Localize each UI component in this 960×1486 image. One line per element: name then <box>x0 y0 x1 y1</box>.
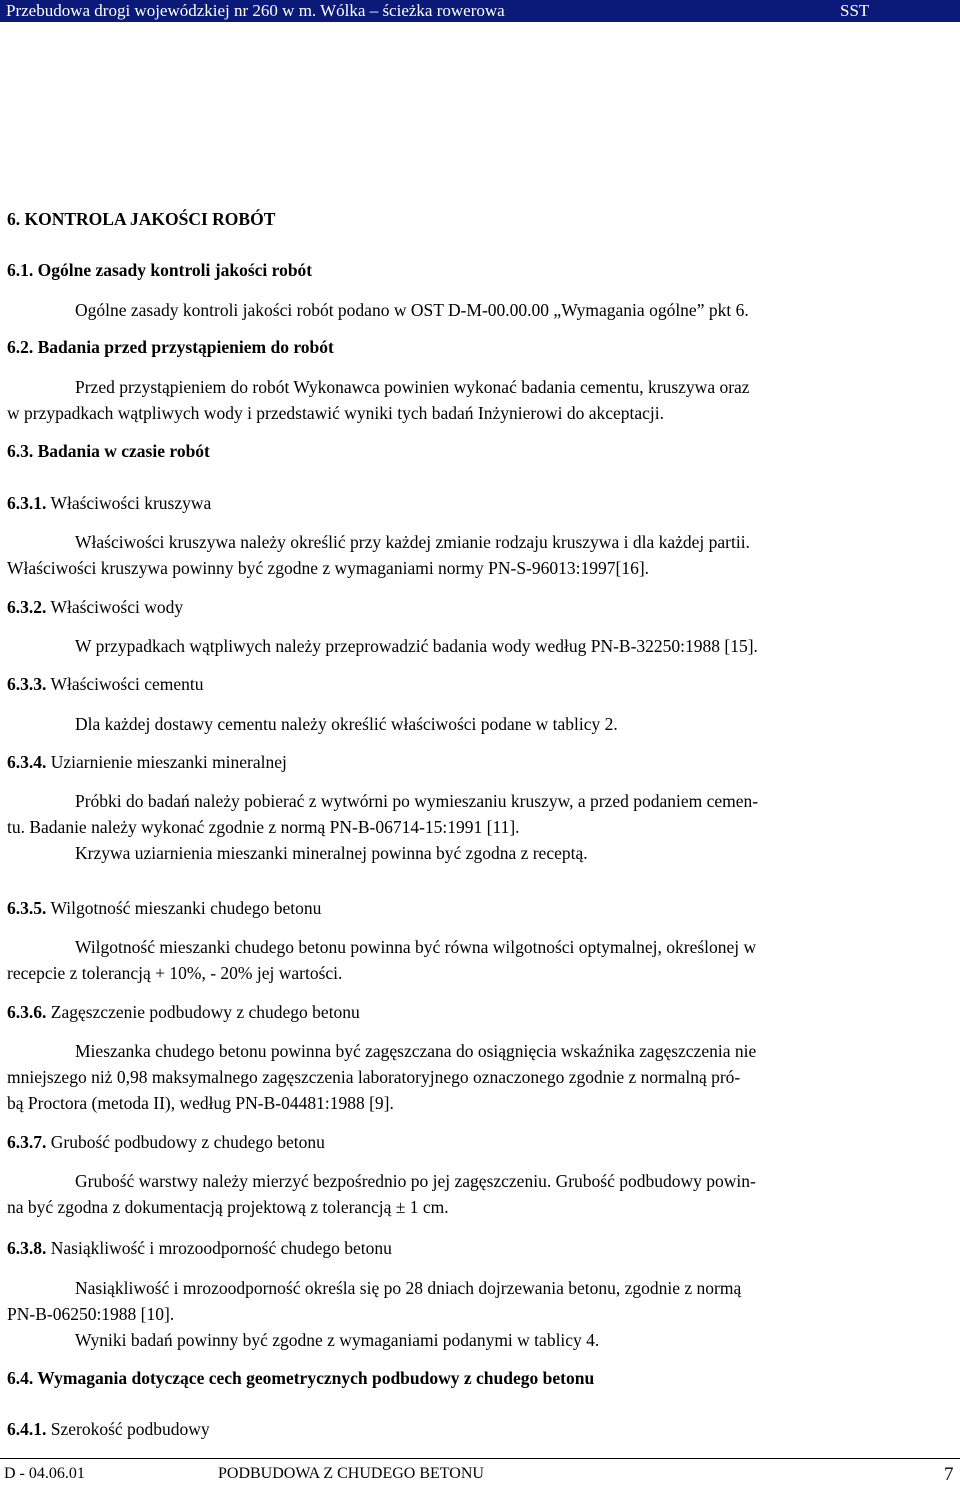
footer-title: PODBUDOWA Z CHUDEGO BETONU <box>218 1465 484 1482</box>
item-heading-6-3-6 <box>7 1001 360 1023</box>
paragraph-line: Dla każdej dostawy cementu należy określić właściwości podane w tablicy 2. <box>75 714 618 734</box>
item-heading-6-3-1 <box>7 492 211 514</box>
footer-divider <box>0 1458 960 1459</box>
paragraph-line: Przed przystąpieniem do robót Wykonawca powinien wykonać badania cementu, kruszywa oraz <box>75 377 750 397</box>
paragraph-line: Wilgotność mieszanki chudego betonu powinna być równa wilgotności optymalnej, określonej w <box>75 937 757 957</box>
footer-code: D - 04.06.01 <box>4 1465 85 1482</box>
item-title: Właściwości wody <box>50 597 184 617</box>
item-number: 6.3.6. <box>7 1002 47 1022</box>
paragraph-line: w przypadkach wątpliwych wody i przedstawić wyniki tych badań Inżynierowi do akceptacji. <box>7 403 665 423</box>
section-heading-6: 6. KONTROLA JAKOŚCI ROBÓT <box>7 209 276 229</box>
item-heading-6-3-5 <box>7 897 321 919</box>
item-title: Nasiąkliwość i mrozoodporność chudego betonu <box>50 1238 392 1258</box>
item-heading-6-3-2 <box>7 596 183 618</box>
item-heading-6-3-4 <box>7 751 287 773</box>
subsection-heading-6-1: 6.1. Ogólne zasady kontroli jakości robót <box>7 260 313 280</box>
paragraph-line: mniejszego niż 0,98 maksymalnego zagęszczenia laboratoryjnego oznaczonego zgodnie z normalną pró- <box>7 1067 741 1087</box>
paragraph-line: bą Proctora (metoda II), według PN-B-04481:1988 [9]. <box>7 1093 394 1113</box>
item-heading-6-4-1 <box>7 1418 210 1440</box>
item-number: 6.4.1. <box>7 1419 47 1439</box>
item-title: Szerokość podbudowy <box>50 1419 210 1439</box>
item-number: 6.3.7. <box>7 1132 47 1152</box>
paragraph-line: Nasiąkliwość i mrozoodporność określa się po 28 dniach dojrzewania betonu, zgodnie z normą <box>75 1278 742 1298</box>
item-title: Właściwości cementu <box>50 674 204 694</box>
page-header <box>0 0 960 22</box>
subsection-heading-6-4: 6.4. Wymagania dotyczące cech geometrycznych podbudowy z chudego betonu <box>7 1368 595 1388</box>
subsection-heading-6-3: 6.3. Badania w czasie robót <box>7 441 210 461</box>
paragraph-line: Mieszanka chudego betonu powinna być zagęszczana do osiągnięcia wskaźnika zagęszczenia nie <box>75 1041 757 1061</box>
paragraph-line: Wyniki badań powinny być zgodne z wymaganiami podanymi w tablicy 4. <box>75 1330 600 1350</box>
item-number: 6.3.2. <box>7 597 47 617</box>
item-number: 6.3.5. <box>7 898 47 918</box>
item-number: 6.3.3. <box>7 674 47 694</box>
item-heading-6-3-3 <box>7 673 204 695</box>
item-title: Właściwości kruszywa <box>50 493 212 513</box>
item-title: Grubość podbudowy z chudego betonu <box>50 1132 325 1152</box>
paragraph-line: W przypadkach wątpliwych należy przeprowadzić badania wody według PN-B-32250:1988 [15]. <box>75 636 758 656</box>
paragraph-line: Grubość warstwy należy mierzyć bezpośrednio po jej zagęszczeniu. Grubość podbudowy powin- <box>75 1171 756 1191</box>
paragraph-line: Próbki do badań należy pobierać z wytwórni po wymieszaniu kruszyw, a przed podaniem cemen- <box>75 791 759 811</box>
paragraph-line: Krzywa uziarnienia mieszanki mineralnej powinna być zgodna z receptą. <box>75 843 588 863</box>
item-title: Uziarnienie mieszanki mineralnej <box>50 752 287 772</box>
paragraph-line: recepcie z tolerancją + 10%, - 20% jej wartości. <box>7 963 343 983</box>
item-number: 6.3.8. <box>7 1238 47 1258</box>
paragraph-line: PN-B-06250:1988 [10]. <box>7 1304 175 1324</box>
item-number: 6.3.4. <box>7 752 47 772</box>
paragraph-line: Właściwości kruszywa należy określić przy każdej zmianie rodzaju kruszywa i dla każdej partii. <box>75 532 750 552</box>
item-heading-6-3-8 <box>7 1237 392 1259</box>
item-heading-6-3-7 <box>7 1131 325 1153</box>
header-title: Przebudowa drogi wojewódzkiej nr 260 w m. Wólka – ścieżka rowerowa <box>6 1 505 20</box>
item-title: Wilgotność mieszanki chudego betonu <box>50 898 322 918</box>
paragraph-line: Ogólne zasady kontroli jakości robót podano w OST D-M-00.00.00 „Wymagania ogólne” pkt 6. <box>75 300 749 320</box>
item-number: 6.3.1. <box>7 493 47 513</box>
page-number: 7 <box>944 1464 954 1485</box>
paragraph-line: Właściwości kruszywa powinny być zgodne z wymaganiami normy PN-S-96013:1997[16]. <box>7 558 650 578</box>
paragraph-line: tu. Badanie należy wykonać zgodnie z normą PN-B-06714-15:1991 [11]. <box>7 817 520 837</box>
paragraph-line: na być zgodna z dokumentacją projektową z tolerancją ± 1 cm. <box>7 1197 449 1217</box>
item-title: Zagęszczenie podbudowy z chudego betonu <box>50 1002 360 1022</box>
subsection-heading-6-2: 6.2. Badania przed przystąpieniem do robót <box>7 337 334 357</box>
header-code: SST <box>840 1 870 20</box>
